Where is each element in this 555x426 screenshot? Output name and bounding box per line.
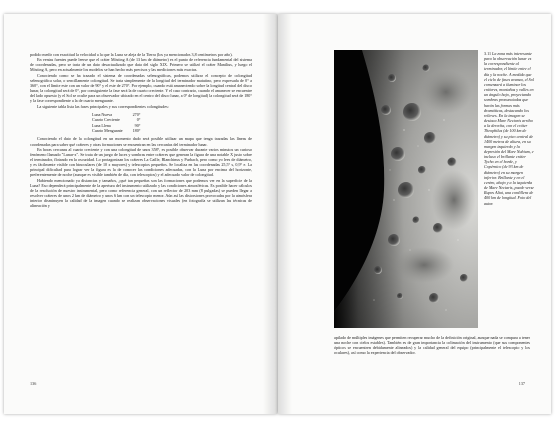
gutter-shadow (278, 14, 292, 414)
phase-value: 90° (134, 122, 141, 128)
table-row (92, 128, 140, 133)
paragraph: Habiendo mencionado ya distancias y tamaños, ¿qué tan pequeñas son las formaciones que podemos ver en la superficie de la Luna? Eso dependerá principalmente de la apertura del instrumento utilizado y las condiciones atmosféricas. Es posible hacer cálculos de la resolución de nuestro instrumental, pero como referencia general, con un reflector de 203 mm (8 pulgadas) se pueden llegar a resolver cráteres de unos 2 km de diámetro y unos 6 km con un telescopio menor. Aún así las distorsiones provocadas por la atmósfera interior disminuyen la calidad de la imagen cuando se realizan observaciones visuales (en fotografía se utilizan las técnicas de alineación y (30, 177, 252, 209)
phase-value: 0° (136, 117, 141, 123)
paragraph: apilado de múltiples imágenes que permiten recuperar mucho de la definición original, aunque nada se compara a tener una noche con cielos estables). También es de gran importancia la colimación del instrumento (que sus componentes ópticos se encuentren debidamente alineados) y la calidad general del equipo (principalmente el telescopio y los oculares), así como la experiencia del observador. (334, 335, 530, 356)
moon-terminator-photo (334, 50, 478, 328)
figure-caption (484, 51, 534, 206)
paragraph: Conociendo como se ha trazado el sistema de coordenadas selenográficas, podemos utilizar el concepto de colongitud selenográfica solar, o sencillamente colongitud. Se trata simplemente de la longitud del terminador matutino, pero expresada de 0° a 360°, con el límite este con un valor de 90° y el este de 270°. Por ejemplo, cuando está amaneciendo sobre la longitud central del disco lunar, la colongitud será de 0°, por consiguiente la fase será la de cuarto creciente. Y el caso contrario, cuando el amanecer se encuentre del lado opuesto (y el Sol se oculte para un observador ubicado en el centro del disco lunar, a 0° de longitud) la colongitud será de 180° y la fase correspondiente a la de cuarto menguante. (30, 72, 253, 104)
page-number: 136 (30, 381, 37, 386)
paragraph: Conociendo el dato de la colongitud en un momento dado será posible utilizar un mapa que tenga trazadas las líneas de coordenadas para saber qué cráteres y otras formaciones se encuentran en las cercanías del terminador lunar. (30, 136, 252, 147)
phase-name: Cuarto Menguante (92, 127, 123, 133)
paragraph: En ventas fuentes puede leerse que el cráter Mösting A (de 13 km de diámetro) es el punto de referencia fundamental del sistema de coordenadas, pero se trata de un dato desactualizado que data del siglo XIX. Primero se utilizó el cráter Manilius, y luego el Mösting A, pero en actualmente los modelos se han hecho más precisos y las mediciones más exactas. (30, 57, 252, 73)
paragraph: En horas cercanas al cuarto creciente y con una colongitud de unos 358°, es posible observar durante varios minutos un curioso fenómeno llamado "Lunar-x". Se trata de un juego de luces y sombras entre cráteres que generan la figura de una notable X justo sobre el terminador, flotando en la oscuridad. Lo protagonizan los cráteres La Caille, Blanchinus y Purbach, pero como yo lees de diámetro, y es fácilmente visible con binoculares (de 10 x mayores) y telescopios pequeños. Se localiza en las coordenadas 25,5° s, 0,9° e. La principal dificultad para lograr ver la figura es la de conocer las condiciones adecuadas, con la Luna por encima del horizonte, preferentemente de noche (aunque es visible también de día, con telescopios) y el adecuado valor de colongitud. (30, 146, 252, 178)
paragraph: podido medir con exactitud la velocidad a la que la Luna se aleja de la Tierra (los ya mencionados 3,8 centímetros por año). (30, 52, 233, 57)
phase-name: Luna Nueva (92, 111, 113, 117)
gutter-shadow (263, 14, 277, 414)
page-number: 137 (518, 381, 525, 386)
left-page (4, 14, 277, 414)
phase-name: Luna Llena (92, 122, 111, 128)
phase-value: 270° (132, 111, 141, 117)
figure-number: 3.11 (484, 51, 492, 56)
phase-colongitude-table (92, 112, 140, 134)
phase-name: Cuarto Creciente (92, 117, 120, 123)
caption-text: La zona más interesante para la observación lunar es la correspondiente al terminador, el límite entre el día y la noche. A medida que el ciclo de fases avanza, el Sol comenzará a iluminar los cráteres, montañas y valles en un ángulo bajo, proyectando sombras pronunciadas que harán las formas más dramáticas, destacando los relieves. En la imagen se destaca Mare Nectaris arriba a la derecha, con el cráter Theophilus (de 100 km de diámetro) y su pico central de 1400 metros de altura, en su margen izquierdo y la depresión del Mare Nubium, e incluso el brillante cráter Tycho en el borde, y Copérnico (de 93 km de diámetro) en su margen inferior. Brillante y en el centro, abajo y a la izquierda de Mare Nectaris, puede verse Rupes Altai, una cordillera de 400 km de longitud. Foto del autor. (484, 51, 534, 206)
paragraph: La siguiente tabla lista las fases principales y sus correspondientes colongitudes: (37, 103, 169, 109)
phase-value: 180° (132, 127, 141, 133)
right-body-text (334, 335, 530, 356)
left-body-text (30, 52, 252, 209)
moon-surface-image (334, 50, 478, 328)
right-page (278, 14, 551, 414)
